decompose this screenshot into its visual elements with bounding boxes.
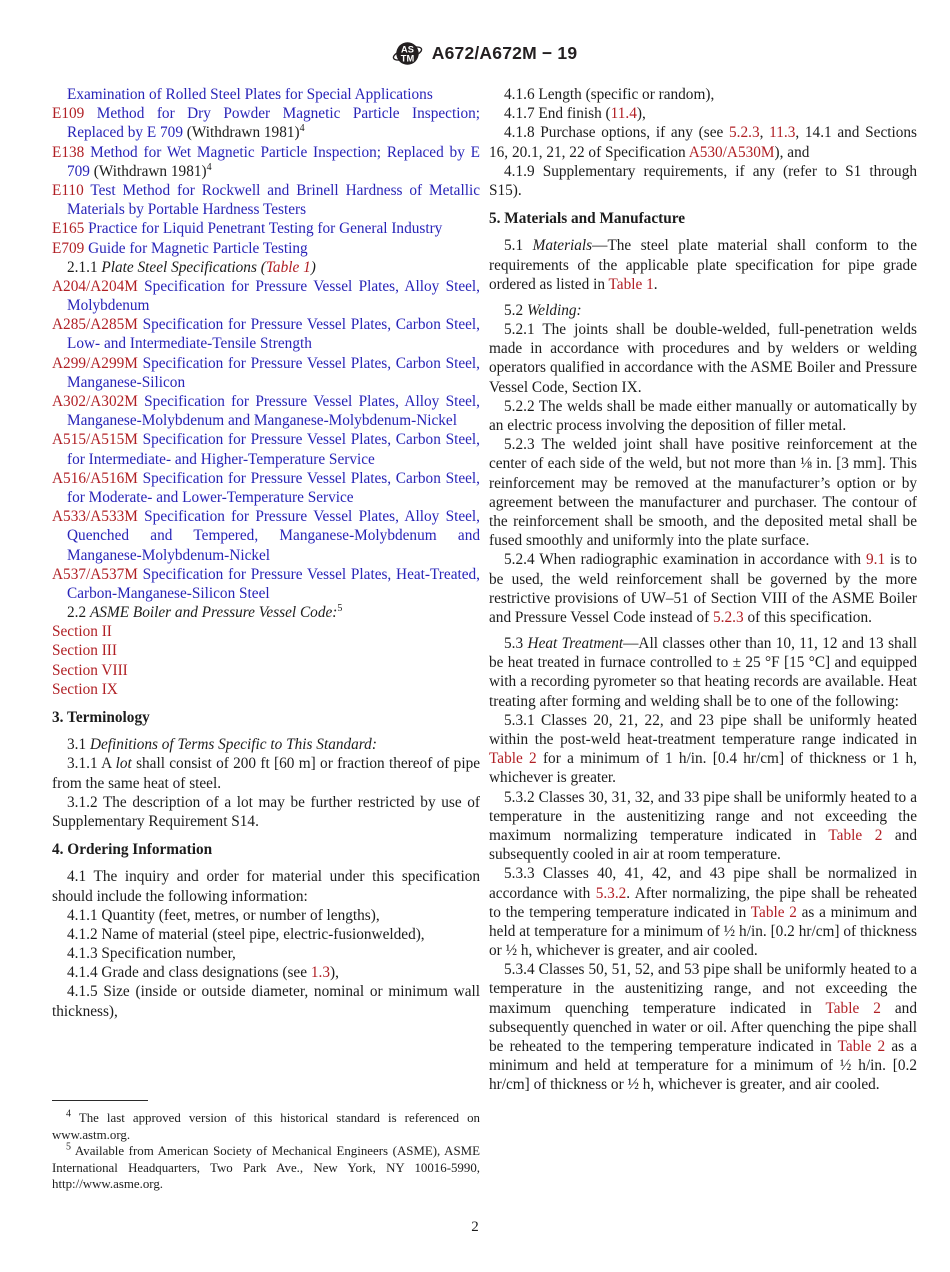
reference-link[interactable]: A302/A302M bbox=[52, 393, 138, 410]
text-run: 4.1 The inquiry and order for material under this specification should include the following information: bbox=[52, 868, 480, 905]
ref-entry-e110 bbox=[52, 181, 480, 219]
para-4-1-6 bbox=[489, 85, 917, 104]
text-run: 5.1 bbox=[504, 237, 533, 255]
reference-link[interactable]: A516/A516M bbox=[52, 469, 138, 487]
reference-link[interactable]: Specification for Pressure Vessel Plates, Heat-Treated, Carbon-Manganese-Silicon Steel bbox=[67, 565, 480, 602]
text-run: . bbox=[653, 275, 658, 293]
text-run: 5.3.1 Classes 20, 21, 22, and 23 pipe shall be uniformly heated within the post-weld heat-treatment temperature range indicated in bbox=[489, 711, 917, 748]
text-run: Welding: bbox=[526, 301, 582, 319]
para-4-1-7 bbox=[489, 104, 917, 123]
reference-link[interactable]: Examination of Rolled Steel Plates for Special Applications bbox=[67, 86, 433, 103]
para-5-1 bbox=[489, 236, 917, 294]
reference-link[interactable]: A285/A285M bbox=[52, 316, 138, 334]
text-run: 5.3.2 Classes 30, 31, 32, and 33 pipe shall be uniformly heated to a temperature in the austenitizing range and not exceeding the maximum normalizing temperature indicated in bbox=[489, 788, 917, 844]
footnote-marker: 4 bbox=[206, 161, 212, 173]
ref-entry-a299 bbox=[52, 354, 480, 392]
reference-link[interactable]: E709 bbox=[52, 239, 85, 257]
para-5-2-1 bbox=[489, 320, 917, 397]
footnote-5 bbox=[52, 1143, 480, 1193]
text-run: as a minimum and held at temperature for a minimum of ½ h/in. [0.2 hr/cm] of thickness or ½ h, whichever is greater, and air cooled. bbox=[489, 1038, 917, 1094]
ref-entry-a533 bbox=[52, 507, 480, 565]
text-run: 4.1.4 Grade and class designations (see bbox=[67, 964, 311, 982]
reference-link[interactable]: Specification for Pressure Vessel Plates, Carbon Steel, Low- and Intermediate-Tensile Strength bbox=[67, 316, 480, 353]
reference-link[interactable]: A204/A204M bbox=[52, 277, 138, 295]
para-4-1-1 bbox=[52, 906, 480, 925]
para-4-1-8 bbox=[489, 123, 917, 161]
text-run: The last approved version of this historical standard is referenced on www.astm.org. bbox=[52, 1111, 480, 1142]
asme-section-viii-link[interactable]: Section VIII bbox=[52, 661, 128, 679]
text-run: 2.1.1 bbox=[67, 258, 102, 276]
ref-entry-a285 bbox=[52, 315, 480, 353]
text-run: ) bbox=[310, 258, 316, 276]
asme-section-ix-link[interactable]: Section IX bbox=[52, 680, 118, 698]
text-run: Definitions of Terms Specific to This Standard: bbox=[89, 736, 377, 754]
reference-link[interactable]: A533/A533M bbox=[52, 508, 138, 526]
text-run: 5.3.4 Classes 50, 51, 52, and 53 pipe shall be uniformly heated to a temperature in the austenitizing range, and not exceeding the maximum quenching temperature indicated in bbox=[489, 961, 917, 1017]
footnotes-block bbox=[52, 1100, 480, 1193]
text-run: 5.3 bbox=[504, 635, 528, 653]
reference-link[interactable]: Specification for Pressure Vessel Plates, Carbon Steel, for Moderate- and Lower-Temperature Service bbox=[67, 469, 480, 506]
text-run: , bbox=[759, 124, 770, 142]
right-column bbox=[489, 85, 917, 1193]
reference-link[interactable]: Table 2 bbox=[825, 999, 881, 1017]
para-5-3-3 bbox=[489, 864, 917, 960]
reference-link[interactable]: Table 2 bbox=[489, 750, 537, 768]
reference-link[interactable]: Table 2 bbox=[837, 1038, 886, 1055]
reference-link[interactable]: 11.3 bbox=[769, 124, 796, 142]
text-run: 5.2.2 The welds shall be made either manually or automatically by an electric process involving the deposition of filler metal. bbox=[489, 397, 917, 434]
ref-entry-e138 bbox=[52, 143, 480, 181]
reference-link[interactable]: A537/A537M bbox=[52, 565, 138, 583]
reference-link[interactable]: Specification for Pressure Vessel Plates, Alloy Steel, Quenched and Tempered, Manganese-Molybdenum and Manganese-Molybdenum-Nickel bbox=[67, 508, 480, 564]
ref-entry-e709 bbox=[52, 239, 480, 258]
reference-link[interactable]: 1.3 bbox=[310, 964, 330, 982]
ref-entry-e165 bbox=[52, 219, 480, 238]
logo-text-top: AS bbox=[400, 44, 414, 55]
para-5-2 bbox=[489, 301, 917, 320]
reference-link[interactable]: Specification for Pressure Vessel Plates, Carbon Steel, for Intermediate- and Higher-Temperature Service bbox=[67, 431, 480, 468]
text-run: 5.2.3 The welded joint shall have positive reinforcement at the center of each side of the weld, but not more than ⅛ in. [3 mm]. This reinforcement may be removed at the manufacturer’s option or by agreement between the manufacturer and purchaser. The contour of the reinforcement shall be smooth, and the deposited metal shall be fused smoothly and uniformly into the plate surface. bbox=[489, 436, 917, 550]
para-4-1-9 bbox=[489, 162, 917, 200]
text-run: 3.1 bbox=[67, 736, 90, 754]
reference-link[interactable]: Table 2 bbox=[750, 903, 797, 921]
page-header bbox=[52, 38, 917, 69]
ref-entry-a516 bbox=[52, 469, 480, 507]
text-run: shall consist of 200 ft [60 m] or fraction thereof of pipe from the same heat of steel. bbox=[52, 755, 481, 792]
text-run: 4.1.6 Length (specific or random), bbox=[504, 86, 715, 103]
text-run: of this specification. bbox=[743, 608, 872, 626]
text-run: ), and bbox=[774, 143, 810, 161]
footnote-marker: 4 bbox=[66, 1109, 71, 1121]
text-run: ), bbox=[636, 105, 646, 123]
reference-link[interactable]: 11.4 bbox=[610, 105, 637, 123]
para-2-1-1-plate-steel-specs bbox=[52, 258, 480, 277]
text-run: 5.3.3 Classes 40, 41, 42, and 43 pipe shall be normalized in accordance with bbox=[489, 865, 917, 902]
reference-link[interactable]: 9.1 bbox=[865, 551, 886, 569]
text-run: 3.1.1 A bbox=[67, 755, 116, 773]
reference-link[interactable]: A530/A530M bbox=[688, 143, 775, 161]
reference-link[interactable]: Practice for Liquid Penetrant Testing for General Industry bbox=[84, 220, 443, 238]
two-column-body bbox=[52, 85, 917, 1193]
text-run: 5.2.1 The joints shall be double-welded, full-penetration welds made in accordance with procedures and by welders or welding operators qualified in accordance with the ASME Boiler and Pressure Vessel Code, Section IX. bbox=[489, 321, 917, 396]
section-5-heading: 5. Materials and Manufacture bbox=[489, 210, 686, 228]
text-run: , 14.1 and Sections 16, 20.1, 21, 22 of Specification bbox=[489, 124, 918, 161]
reference-link[interactable]: Test Method for Rockwell and Brinell Hardness of Metallic Materials by Portable Hardness Testers bbox=[67, 181, 480, 219]
reference-link[interactable]: Specification for Pressure Vessel Plates, Alloy Steel, Manganese-Molybdenum and Manganese-Molybdenum-Nickel bbox=[67, 393, 480, 430]
footnote-marker: 5 bbox=[66, 1142, 71, 1154]
text-run: 4.1.9 Supplementary requirements, if any (refer to S1 through S15). bbox=[489, 162, 917, 199]
para-4-1-3 bbox=[52, 944, 480, 963]
reference-link[interactable]: 5.2.3 bbox=[713, 608, 744, 626]
reference-link[interactable]: A515/A515M bbox=[52, 431, 138, 449]
text-run: 3.1.2 The description of a lot may be further restricted by use of Supplementary Requirement S14. bbox=[52, 793, 480, 830]
para-5-3-4 bbox=[489, 960, 917, 1094]
text-run: lot bbox=[115, 755, 132, 773]
footnote-4 bbox=[52, 1110, 480, 1143]
reference-link[interactable]: Table 2 bbox=[828, 826, 883, 844]
section-3-heading: 3. Terminology bbox=[52, 709, 150, 726]
para-4-1-5 bbox=[52, 982, 480, 1020]
text-run: and subsequently cooled in air at room temperature. bbox=[489, 826, 917, 864]
para-5-2-4 bbox=[489, 550, 917, 627]
text-run: is to be used, the weld reinforcement shall be governed by the more restrictive provisions of UW–51 of Section VIII of the ASME Boiler and Pressure Vessel Code instead of bbox=[489, 551, 918, 626]
page-number: 2 bbox=[471, 1219, 479, 1235]
reference-link[interactable]: Table 1 bbox=[608, 275, 654, 293]
ref-entry-a302 bbox=[52, 392, 480, 430]
para-5-3-1 bbox=[489, 711, 917, 788]
text-run: ASME Boiler and Pressure Vessel Code: bbox=[89, 604, 338, 622]
left-column bbox=[52, 85, 480, 1193]
astm-logo-icon bbox=[392, 38, 423, 69]
text-run: for a minimum of 1 h/in. [0.4 hr/cm] of thickness or 1 h, whichever is greater. bbox=[489, 750, 917, 787]
text-run: and subsequently quenched in water or oil. After quenching the pipe shall be reheated to the tempering temperature indicated in bbox=[489, 999, 917, 1055]
text-run: Available from American Society of Mechanical Engineers (ASME), ASME International Headquarters, Two Park Ave., New York, NY 10016-5990, http://www.asme.org. bbox=[52, 1144, 480, 1192]
asme-section-iii-link[interactable]: Section III bbox=[52, 642, 117, 660]
para-5-3 bbox=[489, 634, 917, 711]
reference-link[interactable]: Method for Wet Magnetic Particle Inspection; Replaced by E 709 bbox=[67, 143, 480, 180]
reference-link[interactable]: A299/A299M bbox=[52, 354, 138, 372]
text-run: . After normalizing, the pipe shall be reheated to the tempering temperature indicated in bbox=[489, 884, 917, 921]
section-4-heading: 4. Ordering Information bbox=[52, 841, 213, 859]
text-run: (Withdrawn 1981) bbox=[182, 124, 300, 142]
reference-link[interactable]: E110 bbox=[52, 181, 84, 199]
reference-link[interactable]: E109 bbox=[52, 105, 85, 123]
reference-link[interactable]: E138 bbox=[52, 143, 85, 161]
asme-section-ii-link[interactable]: Section II bbox=[52, 623, 112, 641]
para-3-1 bbox=[52, 735, 480, 754]
reference-link[interactable]: Table 1 bbox=[265, 258, 311, 276]
para-2-2-asme-code bbox=[52, 603, 480, 622]
standard-designation: A672/A672M − 19 bbox=[431, 43, 578, 63]
reference-link[interactable]: Method for Dry Powder Magnetic Particle Inspection; Replaced by E 709 bbox=[67, 105, 480, 142]
text-run: Heat Treatment bbox=[527, 635, 624, 653]
para-5-2-3 bbox=[489, 435, 917, 550]
footnote-separator-rule bbox=[52, 1100, 148, 1101]
reference-link[interactable]: E165 bbox=[52, 220, 85, 238]
reference-link[interactable]: 5.3.2 bbox=[595, 884, 627, 902]
ref-entry-a537 bbox=[52, 565, 480, 603]
para-3-1-2 bbox=[52, 793, 480, 831]
ref-entry-a515 bbox=[52, 430, 480, 468]
text-run: —All classes other than 10, 11, 12 and 13 shall be heat treated in furnace controlled to ± 25 °F [15 °C] and equipped with a recording pyrometer so that heating records are available. Heat treating after forming and welding shall be to one of the following: bbox=[489, 635, 917, 710]
text-run: 4.1.1 Quantity (feet, metres, or number of lengths), bbox=[67, 906, 380, 924]
text-run: 4.1.5 Size (inside or outside diameter, nominal or minimum wall thickness), bbox=[52, 983, 480, 1020]
text-run: 5.2.4 When radiographic examination in accordance with bbox=[504, 551, 866, 569]
text-run: Materials bbox=[532, 237, 593, 255]
logo-text-bottom: TM bbox=[400, 53, 414, 64]
ref-entry-a204 bbox=[52, 277, 480, 315]
text-run: 5.2 bbox=[504, 301, 527, 319]
para-4-1-4 bbox=[52, 963, 480, 982]
text-run: 4.1.7 End finish ( bbox=[504, 105, 611, 123]
footnote-marker: 5 bbox=[337, 602, 343, 614]
ref-entry-continuation bbox=[52, 85, 480, 104]
text-run: 4.1.2 Name of material (steel pipe, electric-fusionwelded), bbox=[67, 925, 425, 943]
text-run: 4.1.8 Purchase options, if any (see bbox=[504, 124, 730, 142]
para-5-3-2 bbox=[489, 788, 917, 865]
reference-link[interactable]: Guide for Magnetic Particle Testing bbox=[84, 239, 308, 257]
text-run: 2.2 bbox=[67, 604, 90, 622]
reference-link[interactable]: 5.2.3 bbox=[729, 124, 760, 142]
text-run: as a minimum and held at temperature for a minimum of ½ h/in. [0.2 hr/cm] of thickness or ½ h, whichever is greater, and air cooled. bbox=[489, 903, 917, 960]
reference-link[interactable]: Specification for Pressure Vessel Plates, Alloy Steel, Molybdenum bbox=[67, 277, 480, 315]
text-run: ), bbox=[329, 964, 339, 982]
text-run: (Withdrawn 1981) bbox=[89, 162, 207, 180]
reference-link[interactable]: Specification for Pressure Vessel Plates, Carbon Steel, Manganese-Silicon bbox=[67, 354, 480, 391]
footnote-marker: 4 bbox=[299, 123, 305, 135]
para-5-2-2 bbox=[489, 397, 917, 435]
para-4-1 bbox=[52, 867, 480, 905]
para-3-1-1 bbox=[52, 754, 480, 792]
para-4-1-2 bbox=[52, 925, 480, 944]
text-run: —The steel plate material shall conform to the requirements of the applicable plate specification for pipe grade ordered as listed in bbox=[489, 237, 917, 293]
text-run: Plate Steel Specifications ( bbox=[101, 258, 266, 276]
text-run: 4.1.3 Specification number, bbox=[67, 945, 236, 963]
ref-entry-e109 bbox=[52, 104, 480, 142]
